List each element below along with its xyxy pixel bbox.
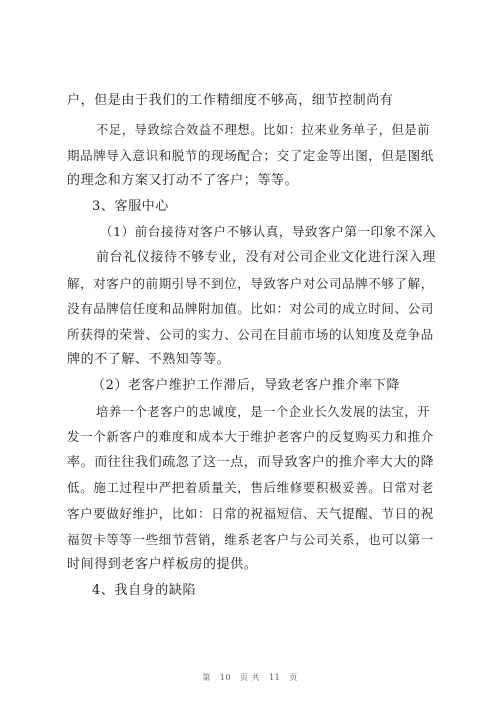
- paragraph-line: 的理念和方案又打动不了客户；等等。: [67, 173, 299, 188]
- section-heading: 4、我自身的缺陷: [92, 583, 197, 598]
- paragraph-line: 户，但是由于我们的工作精细度不够高，细节控制尚有: [67, 93, 394, 108]
- paragraph-line: 率。而往往我们疏忽了这一点，而导致客户的推介率大大的降: [67, 455, 435, 470]
- subsection-heading: （1）前台接待对客户不够认真，导致客户第一印象不深入: [100, 224, 437, 239]
- paragraph-line: 福贺卡等等一些细节营销，维系老客户与公司关系，也可以第一: [67, 532, 434, 547]
- paragraph-line: 前台礼仪接待不够专业，没有对公司企业文化进行深入理: [96, 250, 437, 265]
- subsection-heading: （2）老客户维护工作滞后，导致老客户推介率下降: [92, 378, 401, 393]
- paragraph-line: 不足，导致综合效益不理想。比如：拉来业务单子，但是前: [96, 123, 431, 137]
- page-footer: [0, 672, 500, 683]
- paragraph-line: 培养一个老客户的忠诚度，是一个企业长久发展的法宝，开: [96, 405, 431, 419]
- paragraph-line: 客户要做好维护，比如：日常的祝福短信、天气提醒、节日的祝: [67, 506, 434, 521]
- paragraph-line: 解，对客户的前期引导不到位，导致客户对公司品牌不够了解，: [67, 276, 434, 291]
- paragraph-line: 时间得到老客户样板房的提供。: [67, 557, 258, 572]
- footer-middle: 页 共: [239, 673, 261, 682]
- footer-page-number: 10: [219, 673, 231, 682]
- paragraph-line: 没有品牌信任度和品牌附加值。比如：对公司的成立时间、公司: [67, 301, 434, 316]
- footer-prefix: 第: [202, 673, 211, 682]
- footer-total-pages: 11: [269, 673, 281, 682]
- footer-suffix: 页: [289, 673, 298, 682]
- paragraph-line: 所获得的荣誉、公司的实力、公司在目前市场的认知度及竞争品: [67, 327, 434, 342]
- paragraph-line: 低。施工过程中严把着质量关，售后维修要积极妥善。日常对老: [67, 480, 434, 495]
- section-heading: 3、客服中心: [92, 199, 169, 214]
- paragraph-line: 期品牌导入意识和脱节的现场配合；交了定金等出图，但是图纸: [67, 148, 434, 163]
- paragraph-line: 牌的不了解、不熟知等等。: [67, 352, 231, 367]
- paragraph-line: 发一个新客户的难度和成本大于维护老客户的反复购买力和推介: [67, 429, 434, 444]
